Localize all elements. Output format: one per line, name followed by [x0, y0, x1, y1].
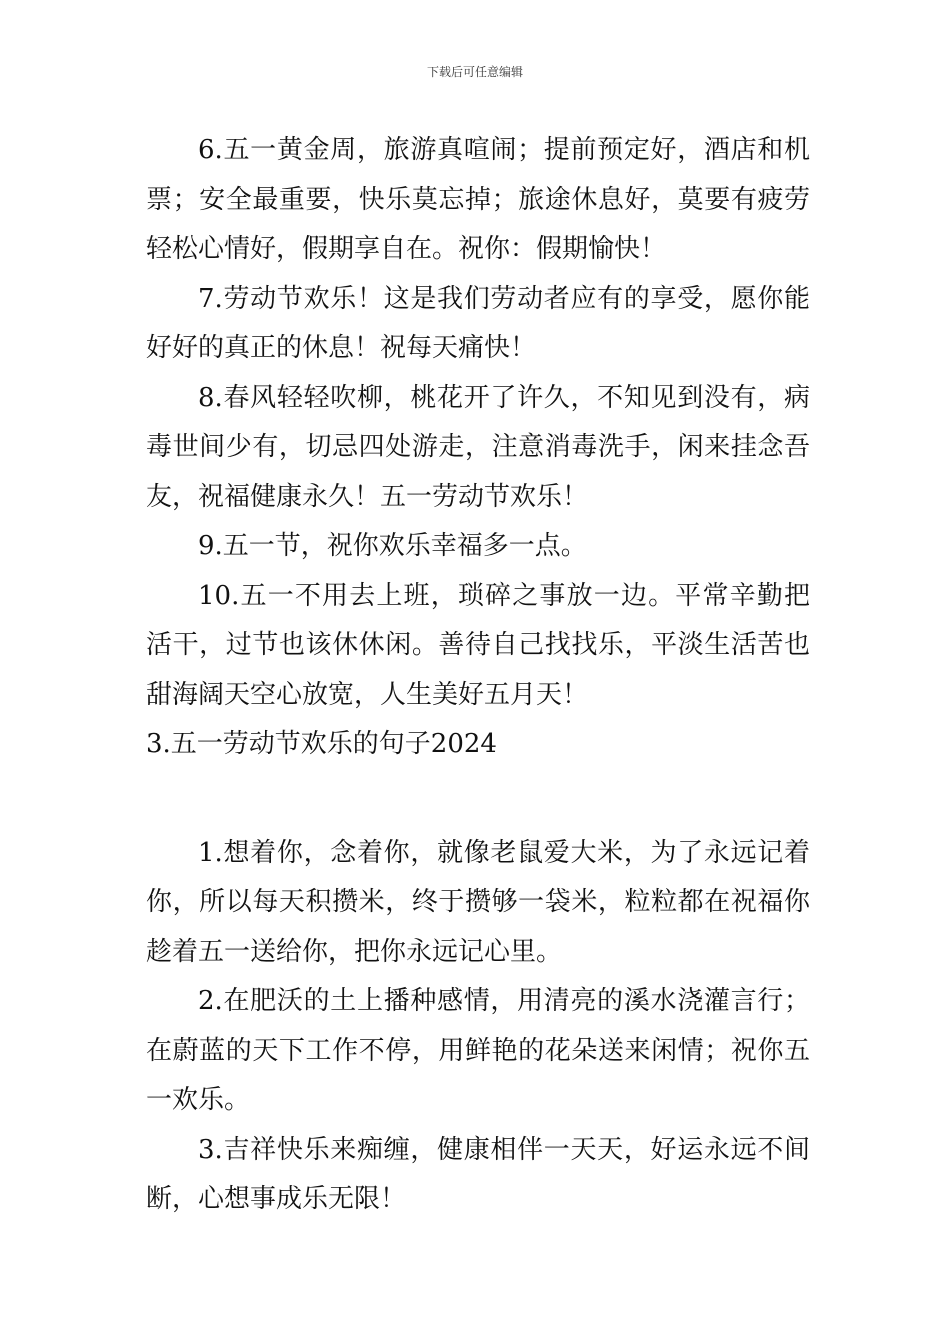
page-header-note: 下载后可任意编辑	[426, 65, 523, 79]
document-body	[146, 126, 810, 1225]
list-item: 3.吉祥快乐来痴缠，健康相伴一天天，好运永远不间断，心想事成乐无限！	[146, 1134, 810, 1214]
list-item: 9.五一节，祝你欢乐幸福多一点。	[198, 531, 587, 561]
list-item: 10.五一不用去上班，琐碎之事放一边。平常辛勤把活干，过节也该休休闲。善待自己找找乐，平淡生活苦也甜海阔天空心放宽，人生美好五月天！	[146, 580, 810, 710]
list-item: 8.春风轻轻吹柳，桃花开了许久，不知见到没有，病毒世间少有，切忌四处游走，注意消毒洗手，闲来挂念吾友，祝福健康永久！五一劳动节欢乐！	[146, 382, 810, 512]
list-item: 1.想着你，念着你，就像老鼠爱大米，为了永远记着你，所以每天积攒米，终于攒够一袋米，粒粒都在祝福你趁着五一送给你，把你永远记心里。	[146, 837, 810, 967]
list-item: 7.劳动节欢乐！这是我们劳动者应有的享受，愿你能好好的真正的休息！祝每天痛快！	[146, 283, 810, 363]
list-item: 6.五一黄金周，旅游真喧闹；提前预定好，酒店和机票；安全最重要，快乐莫忘掉；旅途休息好，莫要有疲劳轻松心情好，假期享自在。祝你：假期愉快！	[146, 135, 810, 264]
section-spacer	[146, 770, 810, 829]
section-heading: 3.五一劳动节欢乐的句子2024	[146, 729, 497, 759]
list-item: 2.在肥沃的土上播种感情，用清亮的溪水浇灌言行；在蔚蓝的天下工作不停，用鲜艳的花朵送来闲情；祝你五一欢乐。	[146, 986, 810, 1115]
